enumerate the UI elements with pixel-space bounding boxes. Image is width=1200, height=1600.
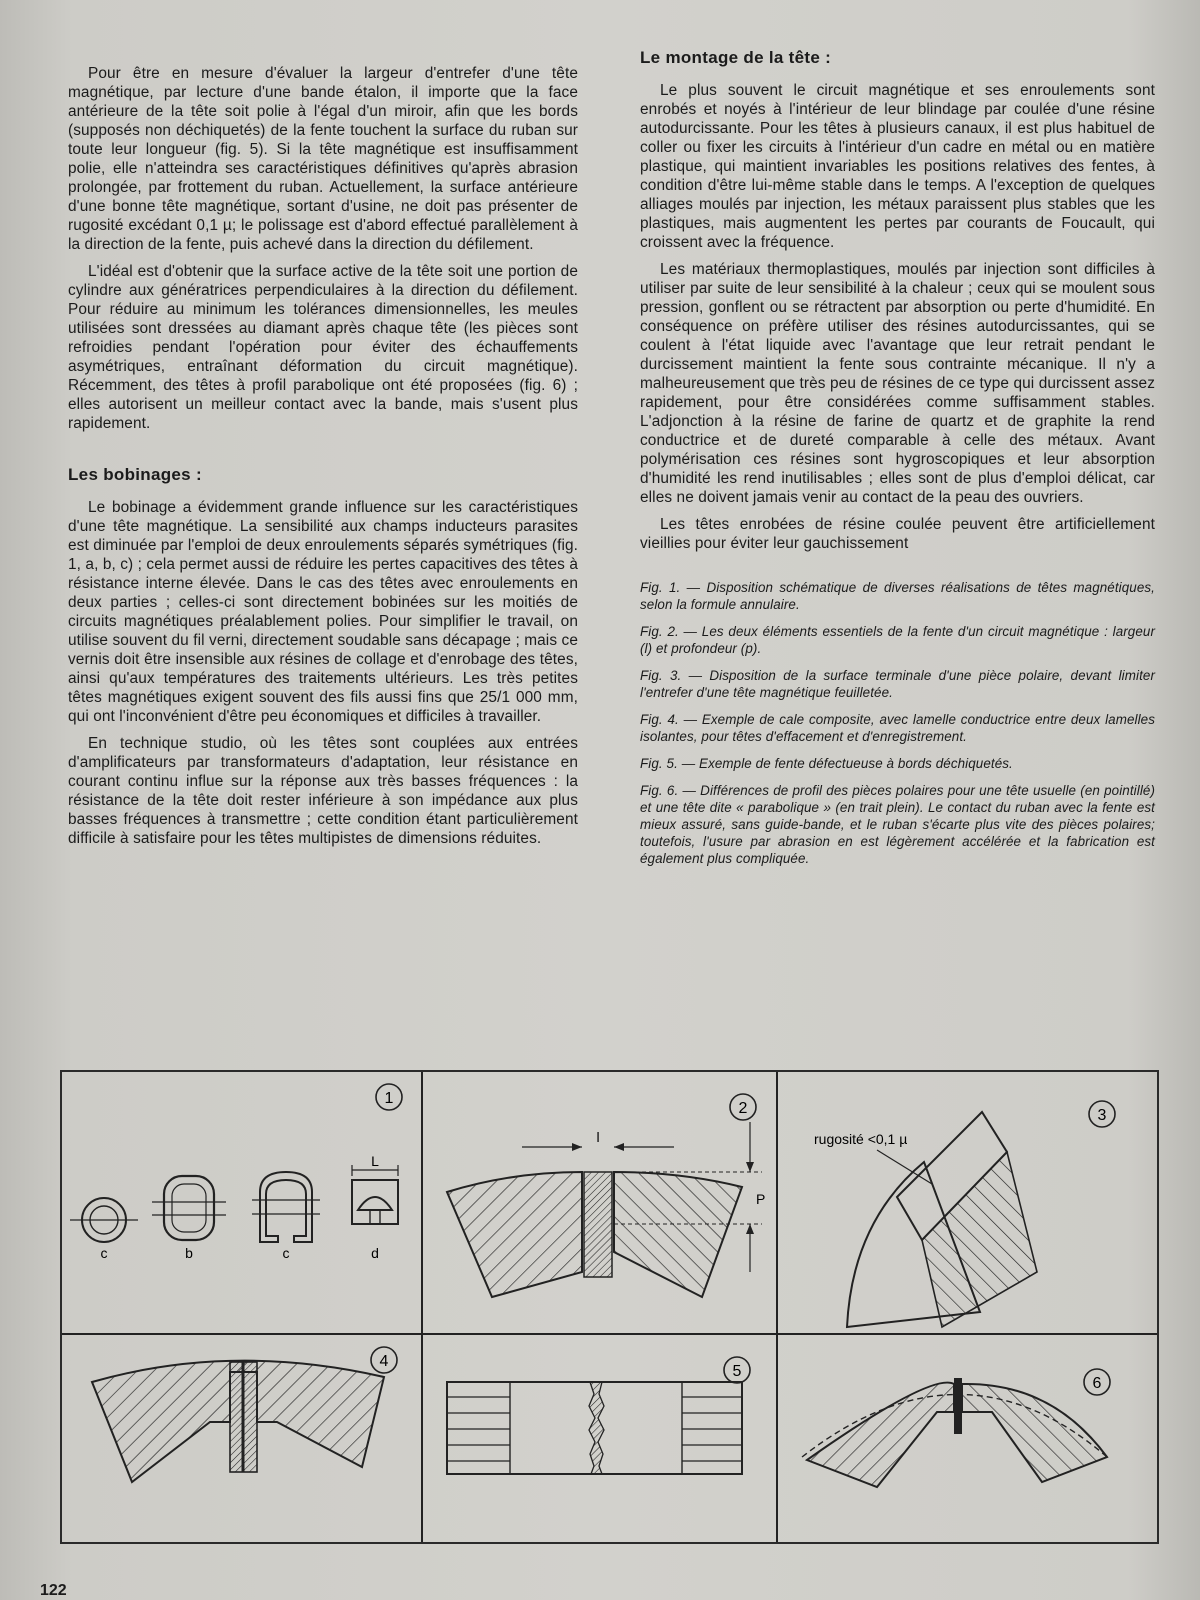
figure-number-5: 5 — [732, 1363, 742, 1380]
figures-svg — [62, 1072, 1157, 1542]
paragraph: Le plus souvent le circuit magnétique et ses enroulements sont enrobés et noyés à l'intérieur de leur blindage par coulée d'une résine autodurcissante. Pour les têtes à plusieurs canaux, il est plus habituel de coller ou fixer les circuits à l'intérieur d'un cadre en métal ou en matière plastique, qui maintient invariables les positions relatives des fentes, à condition d'être lui-même stable dans le temps. A l'exception de quelques alliages moulés par injection, les métaux paraissent plus stables que les plastiques, mais augmentent les pertes par courants de Foucault, qui croissent avec la fréquence. — [640, 82, 1155, 251]
paragraph: En technique studio, où les têtes sont couplées aux entrées d'amplificateurs par transformateurs d'adaptation, leur résistance en courant continu influe sur la réponse aux très basses fréquences : la résistance de la tête doit rester inférieure à son impédance aux plus basses fréquences à transmettre ; cette condition étant particulièrement difficile à satisfaire pour les têtes multipistes de dimensions réduites. — [68, 735, 578, 847]
paragraph: L'idéal est d'obtenir que la surface active de la tête soit une portion de cylindre aux génératrices perpendiculaires à la direction du défilement. Pour réduire au minimum les tolérances dimensionnelles, les meules utilisées sont dressées au diamant après chaque tête (les pièces sont refroidies pendant l'opération pour éviter des échauffements asymétriques, entraînant déformation du circuit magnétique). Récemment, des têtes à profil parabolique ont été proposées (fig. 6) ; elles autorisent un meilleur contact avec la bande, mais s'usent plus rapidement. — [68, 263, 578, 432]
figure-1-label: c — [100, 1245, 108, 1261]
figure-grid — [60, 1070, 1159, 1544]
figure-3 — [814, 1101, 1115, 1327]
figure-captions — [640, 579, 1155, 867]
left-column — [68, 64, 578, 856]
figure-3-annotation: rugosité <0,1 µ — [814, 1131, 908, 1147]
section-heading-montage: Le montage de la tête : — [640, 48, 832, 67]
paragraph: Les têtes enrobées de résine coulée peuvent être artificiellement vieillies pour éviter leur gauchissement — [640, 516, 1155, 552]
caption-fig5: Fig. 5. — Exemple de fente défectueuse à bords déchiquetés. — [640, 756, 1013, 771]
caption-fig2: Fig. 2. — Les deux éléments essentiels de la fente d'un circuit magnétique : largeur (l) et profondeur (p). — [640, 624, 1155, 656]
figure-1-dim-label: L — [371, 1153, 379, 1169]
figure-2 — [447, 1094, 765, 1297]
figure-number-1: 1 — [384, 1090, 394, 1107]
caption-fig6: Fig. 6. — Différences de profil des pièces polaires pour une tête usuelle (en pointillé) et une tête dite « parabolique » (en trait plein). Le contact du ruban avec la fente est mieux assuré, sans guide-bande, et le ruban s'écarte plus vite des pièces polaires; toutefois, l'usure par abrasion en est légèrement accélérée et la fabrication est également plus compliquée. — [640, 783, 1155, 866]
page-number: 122 — [40, 1582, 67, 1599]
paragraph: Pour être en mesure d'évaluer la largeur d'entrefer d'une tête magnétique, par lecture d'une bande étalon, il importe que la face antérieure de la tête soit polie à l'égal d'un miroir, afin que les bords (supposés non déchiquetés) de la fente touchent la surface du ruban sur toute leur longueur (fig. 5). Si la tête magnétique est insuffisamment polie, elle n'atteindra ses caractéristiques définitives qu'après abrasion prolongée, par frottement du ruban. Actuellement, la surface antérieure d'une bonne tête magnétique, sortant d'usine, ne doit pas présenter de rugosité excédant 0,1 µ; le polissage est d'abord effectué parallèlement à la direction de la fente, puis achevé dans la direction du défilement. — [68, 65, 578, 253]
section-heading-bobinages: Les bobinages : — [68, 465, 202, 484]
figure-2-depth-label: P — [756, 1191, 766, 1207]
figure-4 — [92, 1347, 397, 1482]
figure-6 — [802, 1369, 1110, 1487]
paragraph: Les matériaux thermoplastiques, moulés par injection sont difficiles à utiliser par suite de leur sensibilité à la chaleur ; ceux qui se moulent sous pression, gonflent ou se rétractent par absorption ou perte d'humidité. En conséquence on préfère utiliser des résines autodurcissantes, qui se coulent à l'état liquide avec l'avantage que leur retrait pendant le durcissement maintient la fente sous contrainte mécanique. Il n'y a malheureusement que très peu de résines de ce type qui durcissent assez rapidement, pour être considérées comme suffisamment stables. L'adjonction à la résine de farine de quartz et de graphite la rend conductrice et de dureté comparable à celle des métaux. Avant polymérisation ces résines sont hygroscopiques et leur absorption d'humidité les rend inutilisables ; elles sont de plus d'emploi délicat, car elles ne doivent jamais venir au contact de la peau des ouvriers. — [640, 261, 1155, 506]
paragraph: Le bobinage a évidemment grande influence sur les caractéristiques d'une tête magnétique. La sensibilité aux champs inducteurs parasites est diminuée par l'emploi de deux enroulements séparés symétriques (fig. 1, a, b, c) ; cela permet aussi de réduire les pertes capacitives des têtes à résistance interne élevée. Dans le cas des têtes avec enroulements en deux parties ; celles-ci sont directement bobinées sur les moitiés de circuits magnétiques préalablement polies. Pour simplifier le travail, on utilise souvent du fil verni, directement soudable sans décapage ; mais ce vernis doit être insensible aux résines de collage et d'enrobage des têtes, ainsi qu'aux températures des traitements ultérieurs. Les très petites têtes magnétiques exigent souvent des fils aussi fins que 25/1 000 mm, qui ont l'inconvénient d'être peu économiques et difficiles à travailler. — [68, 499, 578, 725]
figure-1-label: d — [371, 1245, 379, 1261]
figure-1 — [70, 1084, 402, 1261]
figure-number-4: 4 — [379, 1353, 389, 1370]
figure-number-6: 6 — [1092, 1375, 1102, 1392]
figure-5 — [447, 1357, 750, 1474]
figure-1-label: c — [282, 1245, 290, 1261]
caption-fig1: Fig. 1. — Disposition schématique de diverses réalisations de têtes magnétiques, selon la formule annulaire. — [640, 580, 1155, 612]
figure-number-3: 3 — [1097, 1107, 1107, 1124]
figure-number-2: 2 — [738, 1100, 748, 1117]
caption-fig4: Fig. 4. — Exemple de cale composite, avec lamelle conductrice entre deux lamelles isolantes, pour têtes d'effacement et d'enregistrement. — [640, 712, 1155, 744]
right-column — [640, 48, 1155, 877]
figure-1-label: b — [185, 1245, 193, 1261]
figure-2-width-label: l — [596, 1129, 600, 1145]
caption-fig3: Fig. 3. — Disposition de la surface terminale d'une pièce polaire, devant limiter l'entrefer d'une tête magnétique feuilletée. — [640, 668, 1155, 700]
